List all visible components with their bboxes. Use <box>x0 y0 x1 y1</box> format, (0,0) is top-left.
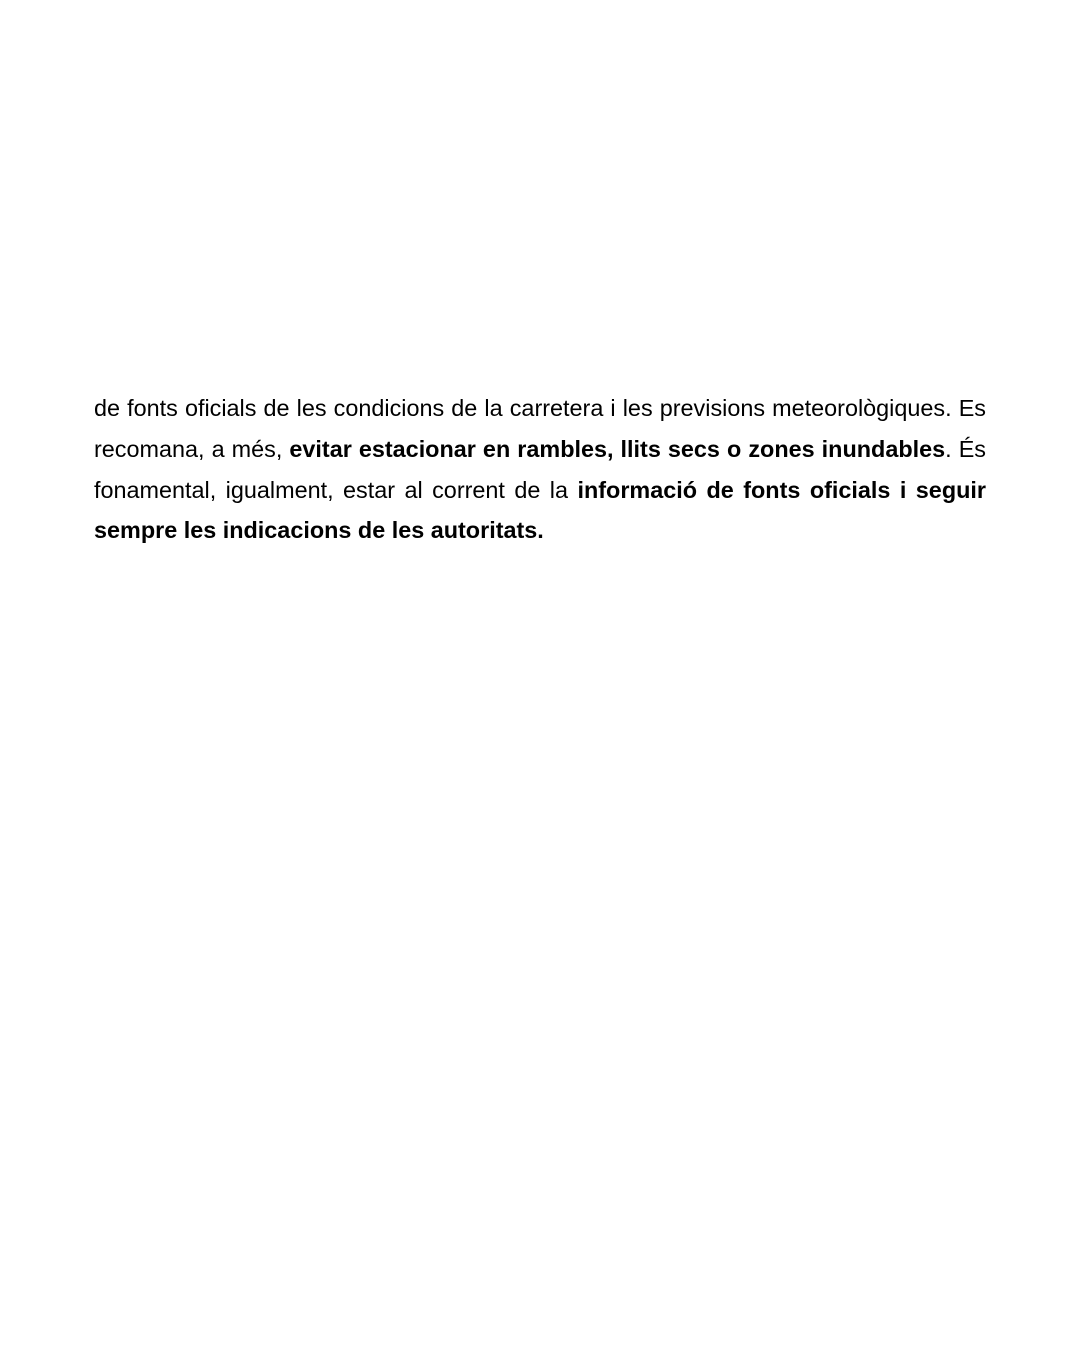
paragraph-text: de fonts oficials de les condicions de la carretera i les previsions meteorològiques. Es recomana, a més, <box>94 395 986 462</box>
paragraph-text: . És fonamental, igualment, estar al corrent de la <box>94 435 987 503</box>
paragraph-bold-text: informació de fonts oficials i seguir sempre les indicacions de les autoritats. <box>94 476 986 544</box>
body-paragraph <box>94 388 986 551</box>
paragraph-bold-text: evitar estacionar en rambles, llits secs o zones inundables <box>289 435 946 462</box>
